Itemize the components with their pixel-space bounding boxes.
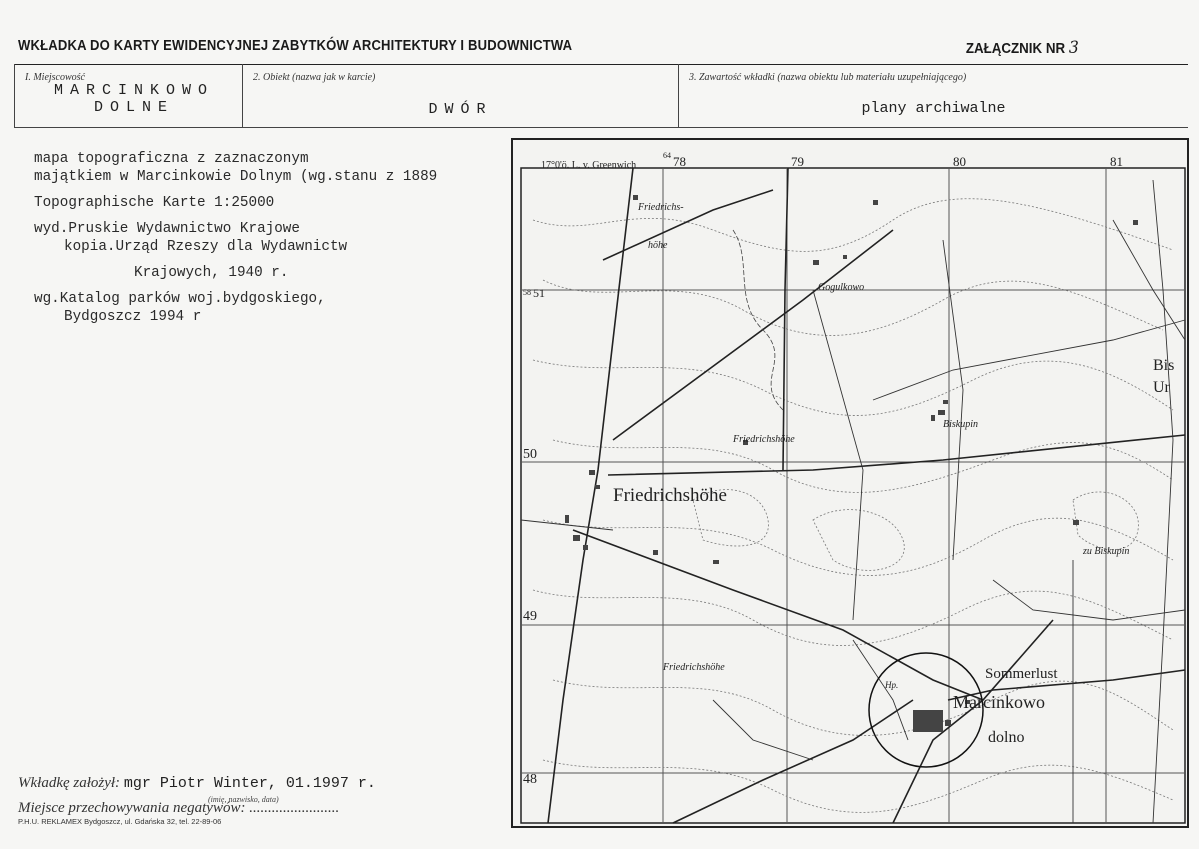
map-col-label: 80 bbox=[953, 154, 966, 169]
map-row-label: 49 bbox=[523, 609, 537, 624]
attachment-label: ZAŁĄCZNIK NR bbox=[966, 41, 1066, 57]
location-line1: MARCINKOWO bbox=[53, 82, 214, 99]
field-content-value: plany archiwalne bbox=[861, 100, 1006, 117]
map-col-prefix: 64 bbox=[663, 151, 671, 160]
place-label: höhe bbox=[648, 240, 668, 251]
place-label: zu Biskupin bbox=[1083, 546, 1130, 557]
field-content bbox=[678, 64, 1188, 128]
place-label: Marcinkowo bbox=[953, 692, 1045, 712]
place-label: Hp. bbox=[885, 680, 899, 690]
desc-line: Topographische Karte 1:25000 bbox=[34, 195, 275, 211]
map-col-label: 81 bbox=[1110, 154, 1123, 169]
description-block bbox=[34, 150, 514, 326]
created-by-hint: (imię, nazwisko, data) bbox=[208, 795, 279, 804]
place-label: Friedrichshöhe bbox=[613, 485, 727, 506]
field-location-label: I. Miejscowość bbox=[25, 72, 85, 83]
attachment-number-value: 3 bbox=[1069, 38, 1079, 58]
field-object-label: 2. Obiekt (nazwa jak w karcie) bbox=[253, 72, 376, 83]
created-by-line bbox=[18, 775, 376, 792]
map-meridian: 17°0'ö. L. v. Greenwich bbox=[541, 160, 637, 171]
field-location-value bbox=[29, 82, 239, 116]
desc-line: Bydgoszcz 1994 r bbox=[64, 309, 202, 325]
map-svg bbox=[513, 140, 1189, 828]
desc-line: wg.Katalog parków woj.bydgoskiego, bbox=[34, 291, 326, 307]
map-col-label: 79 bbox=[791, 154, 804, 169]
place-label: Sommerlust bbox=[985, 666, 1058, 682]
place-label: Friedrichs- bbox=[638, 202, 684, 213]
place-label: Ur bbox=[1153, 379, 1170, 396]
map-row-prefix: 58 bbox=[523, 288, 531, 297]
place-label: Friedrichshöhe bbox=[733, 434, 795, 445]
map-row-label: 48 bbox=[523, 772, 537, 787]
storage-line bbox=[18, 800, 339, 817]
printer-imprint: P.H.U. REKLAMEX Bydgoszcz, ul. Gdańska 32, tel. 22-89-06 bbox=[18, 817, 222, 826]
map-row-label: 50 bbox=[523, 447, 537, 462]
location-line2: DOLNE bbox=[93, 99, 174, 116]
storage-label: Miejsce przechowywania negatywów: bbox=[18, 800, 246, 816]
attachment-number bbox=[966, 38, 1079, 58]
document-title: WKŁADKA DO KARTY EWIDENCYJNEJ ZABYTKÓW ARCHITEKTURY I BUDOWNICTWA bbox=[18, 38, 573, 54]
place-label: Bis bbox=[1153, 357, 1175, 374]
desc-line: wyd.Pruskie Wydawnictwo Krajowe bbox=[34, 221, 300, 237]
storage-value: ........................ bbox=[249, 800, 340, 816]
desc-line: majątkiem w Marcinkowie Dolnym (wg.stanu z 1889 bbox=[34, 169, 438, 185]
desc-line: mapa topograficzna z zaznaczonym bbox=[34, 151, 309, 167]
map-col-label: 78 bbox=[673, 154, 686, 169]
place-label: Gogulkowo bbox=[818, 282, 865, 293]
created-by-label: Wkładkę założył: bbox=[18, 775, 121, 791]
field-object bbox=[242, 64, 678, 128]
created-by-value: mgr Piotr Winter, 01.1997 r. bbox=[123, 775, 376, 792]
topographic-map bbox=[511, 138, 1189, 828]
desc-line: kopia.Urząd Rzeszy dla Wydawnictw bbox=[64, 239, 348, 255]
field-content-label: 3. Zawartość wkładki (nazwa obiektu lub materiału uzupełniającego) bbox=[689, 72, 967, 83]
place-label: Biskupin bbox=[943, 419, 978, 430]
place-label: Friedrichshöhe bbox=[663, 662, 725, 673]
map-row-label: 51 bbox=[533, 286, 545, 300]
desc-line: Krajowych, 1940 r. bbox=[134, 265, 289, 281]
field-object-value: DWÓR bbox=[428, 101, 493, 118]
field-location bbox=[14, 64, 242, 128]
place-label: dolno bbox=[988, 729, 1025, 746]
